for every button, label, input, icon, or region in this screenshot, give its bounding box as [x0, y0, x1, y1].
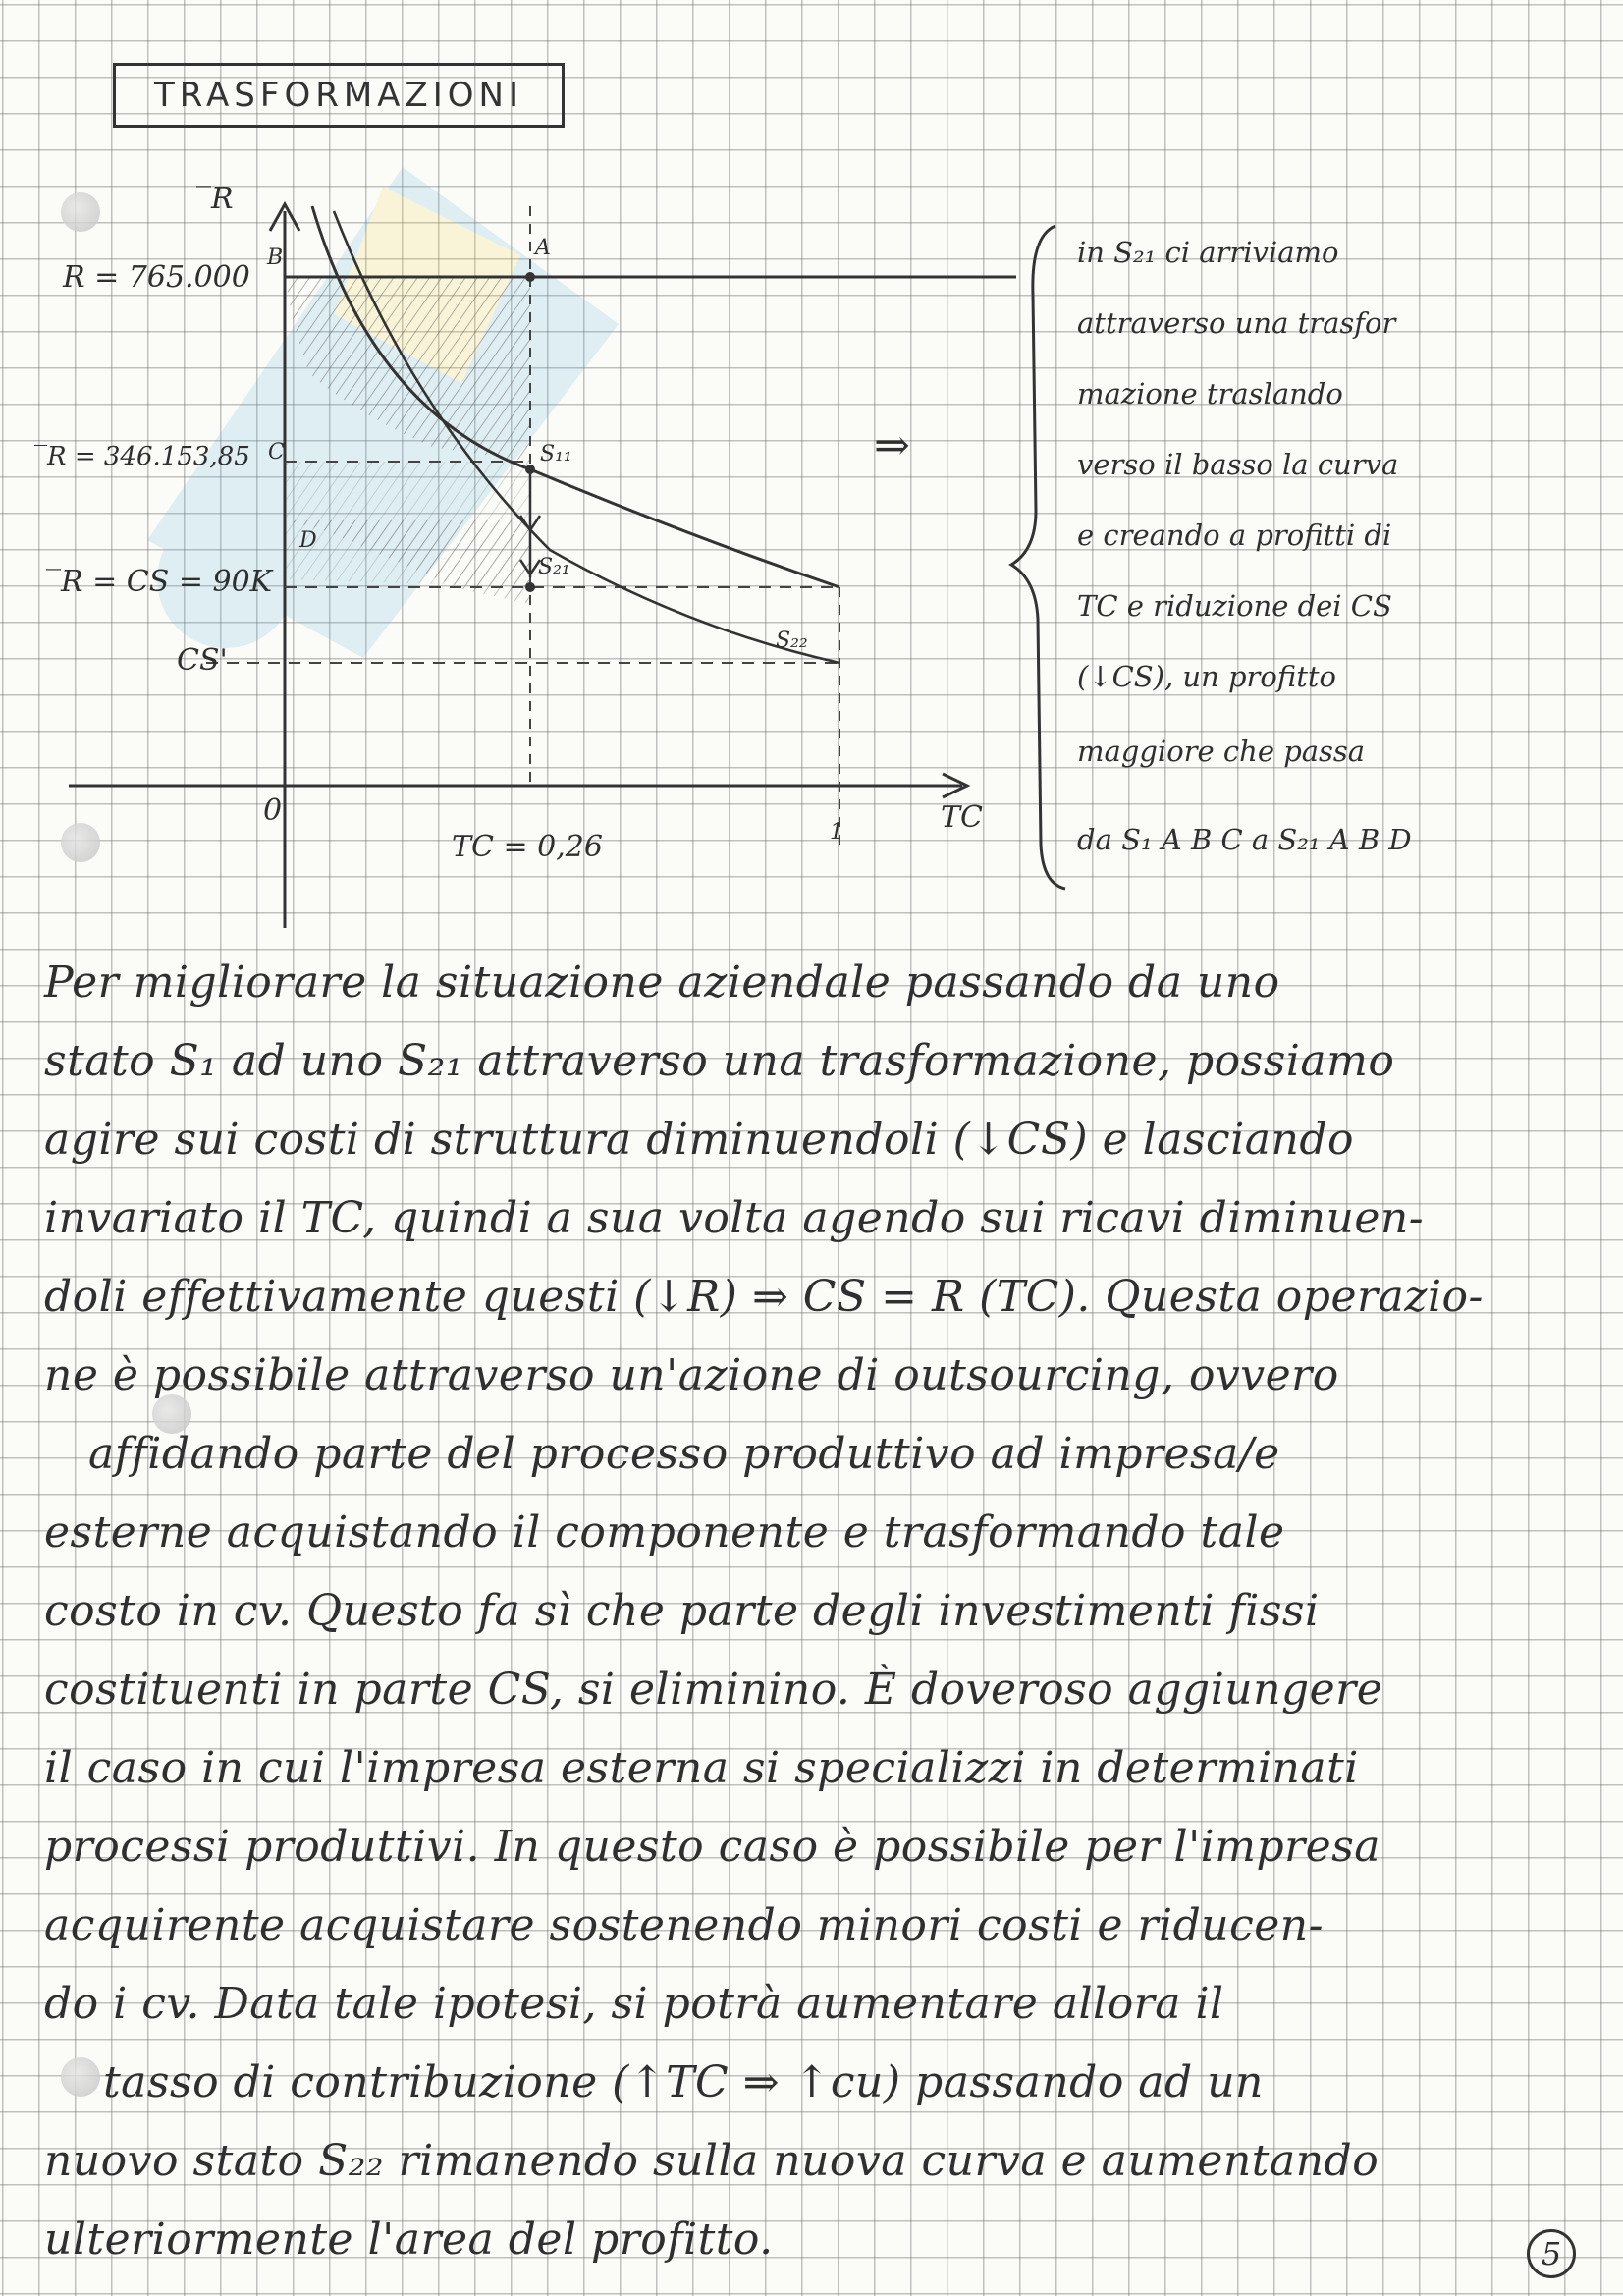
x-axis-label: TC [941, 800, 983, 835]
body-text-line: ne è possibile attraverso un'azione di outsourcing, ovvero [44, 1350, 1339, 1400]
page-title: TRASFORMAZIONI [113, 63, 565, 128]
side-note-line: TC e riduzione dei CS [1077, 589, 1392, 623]
side-note-line: e creando a profitti di [1077, 519, 1392, 552]
body-text-line: acquirente acquistare sostenendo minori costi e riducen- [44, 1900, 1324, 1950]
binder-hole [61, 2057, 100, 2097]
origin-label: 0 [263, 793, 283, 828]
side-note-line: da S₁ A B C a S₂₁ A B D [1077, 823, 1412, 856]
point-b-label: B [267, 246, 284, 270]
page-number: 5 [1527, 2229, 1576, 2278]
body-text-line: tasso di contribuzione (↑TC ⇒ ↑cu) passando ad un [103, 2057, 1264, 2107]
point-a-label: A [535, 236, 551, 260]
implication-arrow: ⇒ [874, 420, 910, 470]
revenue-value-label: R = 765.000 [63, 260, 250, 295]
side-brace [1011, 226, 1065, 889]
body-text-line: invariato il TC, quindi a sua volta agendo sui ricavi diminuen- [44, 1193, 1425, 1243]
tc-one-label: 1 [830, 820, 843, 845]
side-note-line: attraverso una trasfor [1077, 306, 1396, 340]
state-s21-label: S₂₁ [538, 555, 570, 579]
body-text-line: agire sui costi di struttura diminuendoli (↓CS) e lasciando [44, 1115, 1354, 1165]
point-d-label: D [299, 528, 317, 553]
side-note-line: (↓CS), un profitto [1077, 660, 1336, 693]
body-text-line: processi produttivi. In questo caso è possibile per l'impresa [44, 1822, 1381, 1872]
revenue-c-label: ̅R = 346.153,85 [47, 442, 250, 471]
side-note-line: maggiore che passa [1077, 735, 1366, 768]
side-note-line: verso il basso la curva [1077, 448, 1399, 481]
body-text-line: costituenti in parte CS, si eliminino. È doveroso aggiungere [44, 1665, 1383, 1715]
body-text-line: il caso in cui l'impresa esterna si specializzi in determinati [44, 1743, 1359, 1793]
profit-area-s11 [285, 277, 530, 462]
side-note-line: in S₂₁ ci arriviamo [1077, 236, 1339, 269]
binder-hole [152, 1394, 191, 1434]
body-text-line: costo in cv. Questo fa sì che parte degli investimenti fissi [44, 1586, 1320, 1636]
profit-area-cs [285, 462, 530, 587]
body-text-line: doli effettivamente questi (↓R) ⇒ CS = R (TC). Questa operazio- [44, 1272, 1484, 1322]
y-axis-label: ̅R [211, 182, 234, 216]
tc-value-label: TC = 0,26 [452, 830, 603, 864]
body-text-line: affidando parte del processo produttivo ad impresa/e [88, 1429, 1280, 1479]
body-text-line: stato S₁ ad uno S₂₁ attraverso una trasformazione, possiamo [44, 1036, 1395, 1086]
revenue-cs-label: ̅R = CS = 90K [61, 565, 273, 599]
side-note-line: mazione traslando [1077, 377, 1343, 410]
cs-prime-label: CS' [177, 643, 228, 678]
state-s11-label: S₁₁ [540, 442, 572, 466]
point-c-label: C [268, 440, 285, 465]
body-text-line: nuovo stato S₂₂ rimanendo sulla nuova curva e aumentando [44, 2136, 1380, 2186]
body-text-line: ulteriormente l'area del profitto. [44, 2214, 774, 2265]
state-s22-label: S₂₂ [776, 629, 808, 653]
body-text-line: esterne acquistando il componente e trasformando tale [44, 1507, 1285, 1558]
body-text-line: Per migliorare la situazione aziendale passando da uno [44, 957, 1280, 1008]
body-text-line: do i cv. Data tale ipotesi, si potrà aumentare allora il [44, 1979, 1224, 2029]
